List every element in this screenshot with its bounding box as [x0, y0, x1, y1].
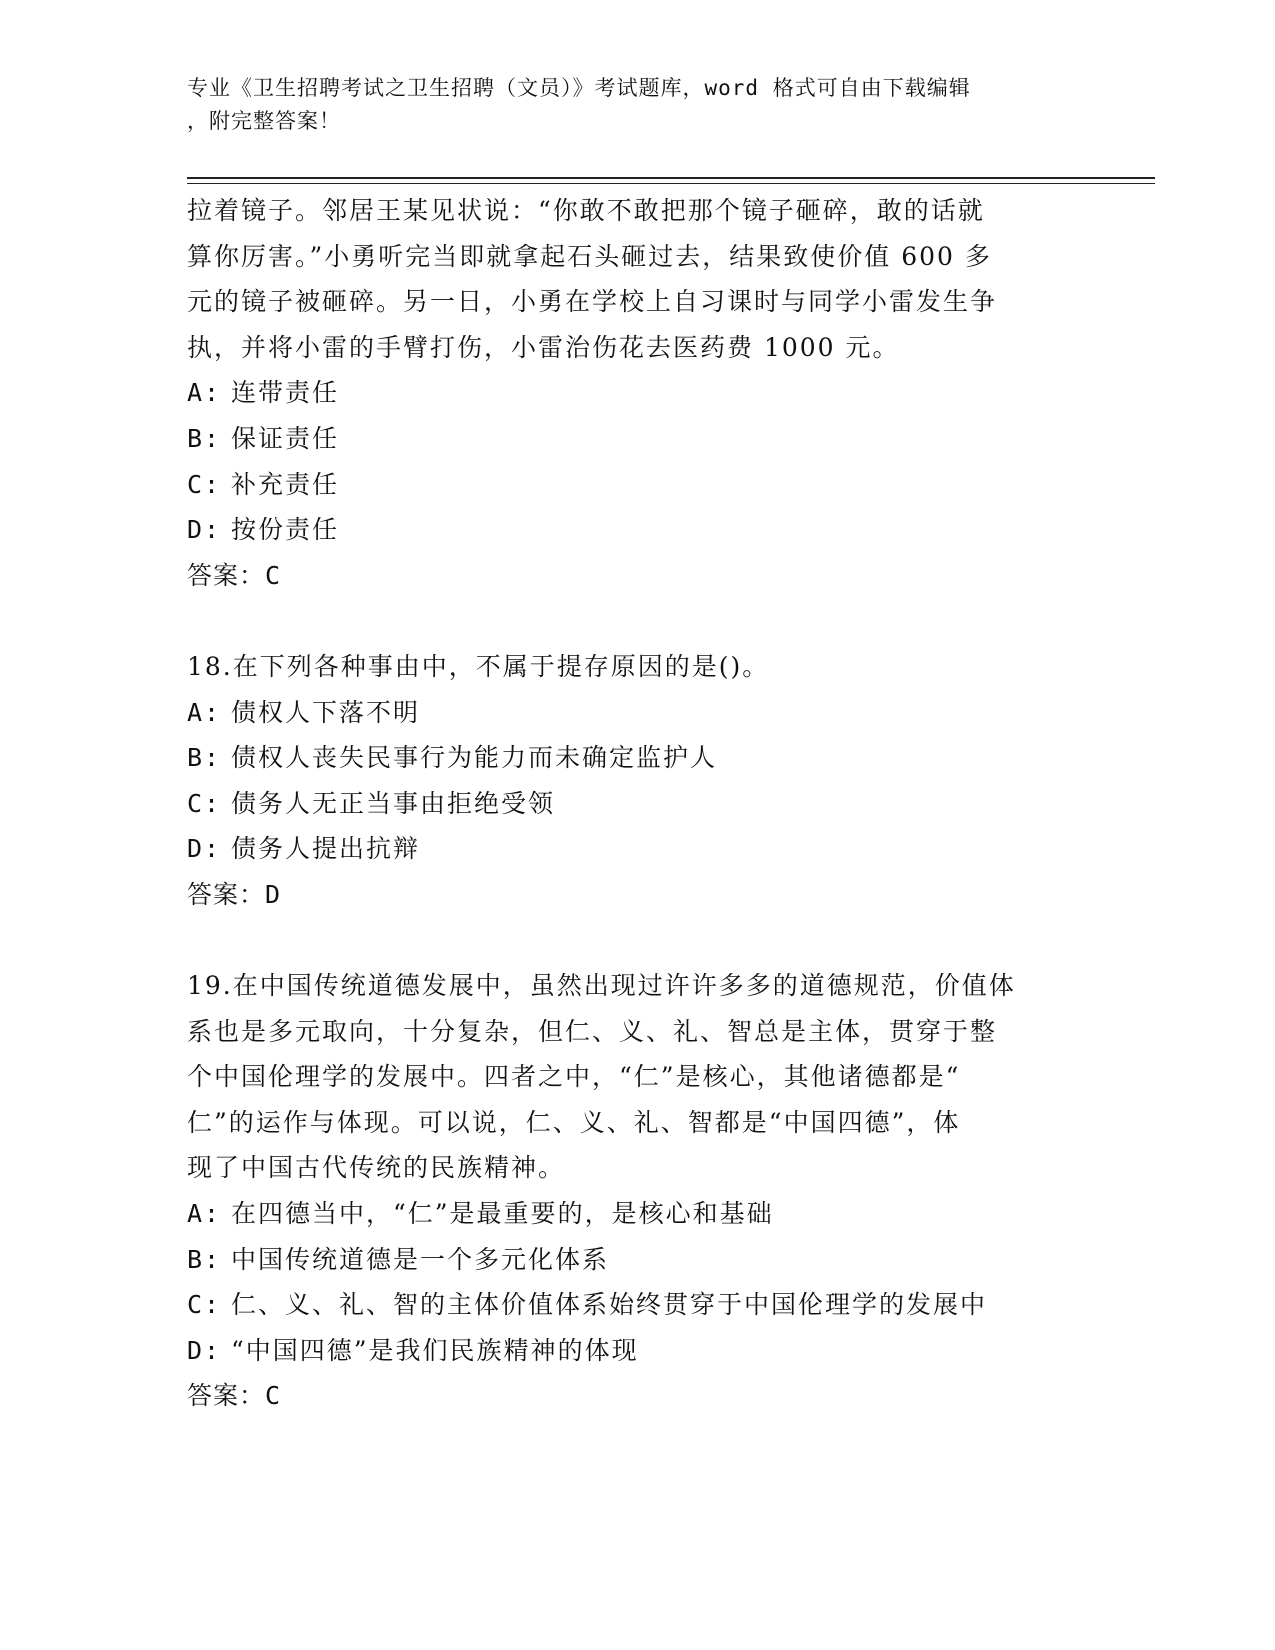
question-text-line: 拉着镜子。邻居王某见状说：“你敢不敢把那个镜子砸碎，敢的话就 — [187, 196, 985, 225]
header-line-1: 专业《卫生招聘考试之卫生招聘（文员）》考试题库，word 格式可自由下载编辑 — [187, 76, 971, 100]
option-text: 按份责任 — [231, 515, 340, 545]
question-text-line: 个中国伦理学的发展中。四者之中，“仁”是核心，其他诸德都是“ — [187, 1062, 961, 1092]
option-text: 债务人提出抗辩 — [231, 834, 421, 864]
question-text-line: 系也是多元取向，十分复杂，但仁、义、礼、智总是主体，贯穿于整 — [187, 1016, 998, 1046]
question-19 — [187, 963, 1087, 1419]
option-key: C: — [187, 469, 222, 499]
option-text: “中国四德”是我们民族精神的体现 — [231, 1335, 639, 1365]
answer-value: C — [265, 1381, 282, 1411]
option-key: A: — [187, 1199, 222, 1229]
option-c — [187, 781, 1087, 827]
option-key: B: — [187, 423, 222, 453]
document-body — [187, 188, 1087, 1419]
answer-line — [187, 872, 1087, 918]
question-text-line: 现了中国古代传统的民族精神。 — [187, 1153, 566, 1183]
question-text-line: 元的镜子被砸碎。另一日，小勇在学校上自习课时与同学小雷发生争 — [187, 287, 998, 317]
option-key: A: — [187, 697, 222, 727]
option-text: 补充责任 — [231, 469, 340, 499]
question-18 — [187, 644, 1087, 918]
option-text: 连带责任 — [231, 378, 340, 408]
answer-label: 答案： — [187, 879, 266, 909]
option-key: D: — [187, 515, 222, 545]
option-key: D: — [187, 834, 222, 864]
answer-line — [187, 553, 1087, 599]
spacer — [187, 918, 1087, 964]
answer-value: D — [265, 879, 282, 909]
option-key: C: — [187, 1290, 222, 1320]
option-key: D: — [187, 1335, 222, 1365]
option-b — [187, 735, 1087, 781]
question-17 — [187, 188, 1087, 598]
option-text: 债权人下落不明 — [231, 697, 421, 727]
answer-value: C — [265, 560, 282, 590]
option-d — [187, 507, 1087, 553]
option-d — [187, 1328, 1087, 1374]
option-b — [187, 1237, 1087, 1283]
option-text: 保证责任 — [231, 423, 340, 453]
question-text-line: 执，并将小雷的手臂打伤，小雷治伤花去医药费 1000 元。 — [187, 332, 900, 362]
option-d — [187, 826, 1087, 872]
option-a — [187, 370, 1087, 416]
option-b — [187, 416, 1087, 462]
header-divider-bottom — [187, 183, 1155, 184]
header-line-2: ，附完整答案！ — [187, 109, 341, 133]
option-text: 中国传统道德是一个多元化体系 — [231, 1244, 610, 1274]
question-text-line: 仁”的运作与体现。可以说，仁、义、礼、智都是“中国四德”，体 — [187, 1107, 961, 1137]
answer-line — [187, 1373, 1087, 1419]
option-text: 仁、义、礼、智的主体价值体系始终贯穿于中国伦理学的发展中 — [231, 1290, 988, 1320]
question-text-line: 算你厉害。”小勇听完当即就拿起石头砸过去，结果致使价值 600 多 — [187, 241, 992, 271]
page-header — [187, 72, 1067, 138]
option-key: A: — [187, 378, 222, 408]
header-divider-top — [187, 177, 1155, 179]
option-text: 债权人丧失民事行为能力而未确定监护人 — [231, 743, 718, 773]
option-c — [187, 1282, 1087, 1328]
spacer — [187, 598, 1087, 644]
option-a — [187, 690, 1087, 736]
question-text-line: 19.在中国传统道德发展中，虽然出现过许许多多的道德规范，价值体 — [187, 971, 1016, 1001]
option-text: 债务人无正当事由拒绝受领 — [231, 788, 556, 818]
option-c — [187, 462, 1087, 508]
question-text-line: 18.在下列各种事由中，不属于提存原因的是()。 — [187, 651, 770, 681]
option-a — [187, 1191, 1087, 1237]
answer-label: 答案： — [187, 1381, 266, 1411]
option-key: B: — [187, 1244, 222, 1274]
option-text: 在四德当中，“仁”是最重要的，是核心和基础 — [231, 1199, 774, 1229]
option-key: B: — [187, 743, 222, 773]
answer-label: 答案： — [187, 560, 266, 590]
option-key: C: — [187, 788, 222, 818]
